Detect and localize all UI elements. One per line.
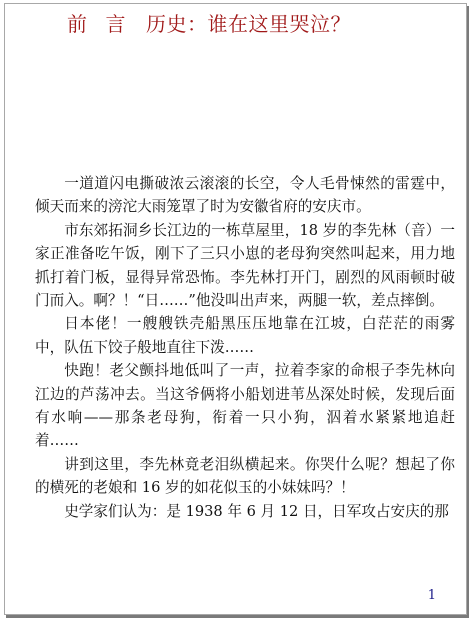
page-number: 1 [427, 588, 436, 603]
paragraph: 讲到这里，李先林竟老泪纵横起来。你哭什么呢？想起了你的横死的老娘和 16 岁的如花似玉的小妹妹吗？！ [35, 455, 455, 497]
document-page [4, 3, 467, 615]
paragraph: 快跑！老父颤抖地低叫了一声，拉着李家的命根子李先林向江边的芦荡冲去。当这爷俩将小船划进苇丛深处时候，发现后面有水响——那条老母狗，衔着一只小狗，泅着水紧紧地追赶着…… [35, 362, 455, 450]
paragraph: 史学家们认为：是 1938 年 6 月 12 日，日军攻占安庆的那 [64, 502, 449, 520]
paragraph: 日本佬！一艘艘铁壳船黑压压地靠在江坡，白茫茫的雨雾中，队伍下饺子般地直往下泼…… [35, 315, 455, 356]
body-text [35, 172, 455, 523]
title-part-yan: 言 [105, 12, 126, 36]
title-part-subtitle: 历史：谁在这里哭泣？ [146, 12, 351, 36]
paragraph: 一道道闪电撕破浓云滚滚的长空，令人毛骨悚然的雷霆中，倾天而来的滂沱大雨笼罩了时为安徽省府的安庆市。 [35, 175, 455, 216]
paragraph: 市东郊拓洞乡长江边的一栋草屋里，18 岁的李先林（音）一家正准备吃午饭，刚下了三只小崽的老母狗突然叫起来，用力地抓打着门板，显得异常恐怖。李先林打开门，剧烈的风雨顿时破门而入。啊？！“日……”他没叫出声来，两腿一软，差点摔倒。 [35, 221, 455, 310]
page-title [67, 6, 427, 42]
title-part-qian: 前 [67, 12, 88, 36]
